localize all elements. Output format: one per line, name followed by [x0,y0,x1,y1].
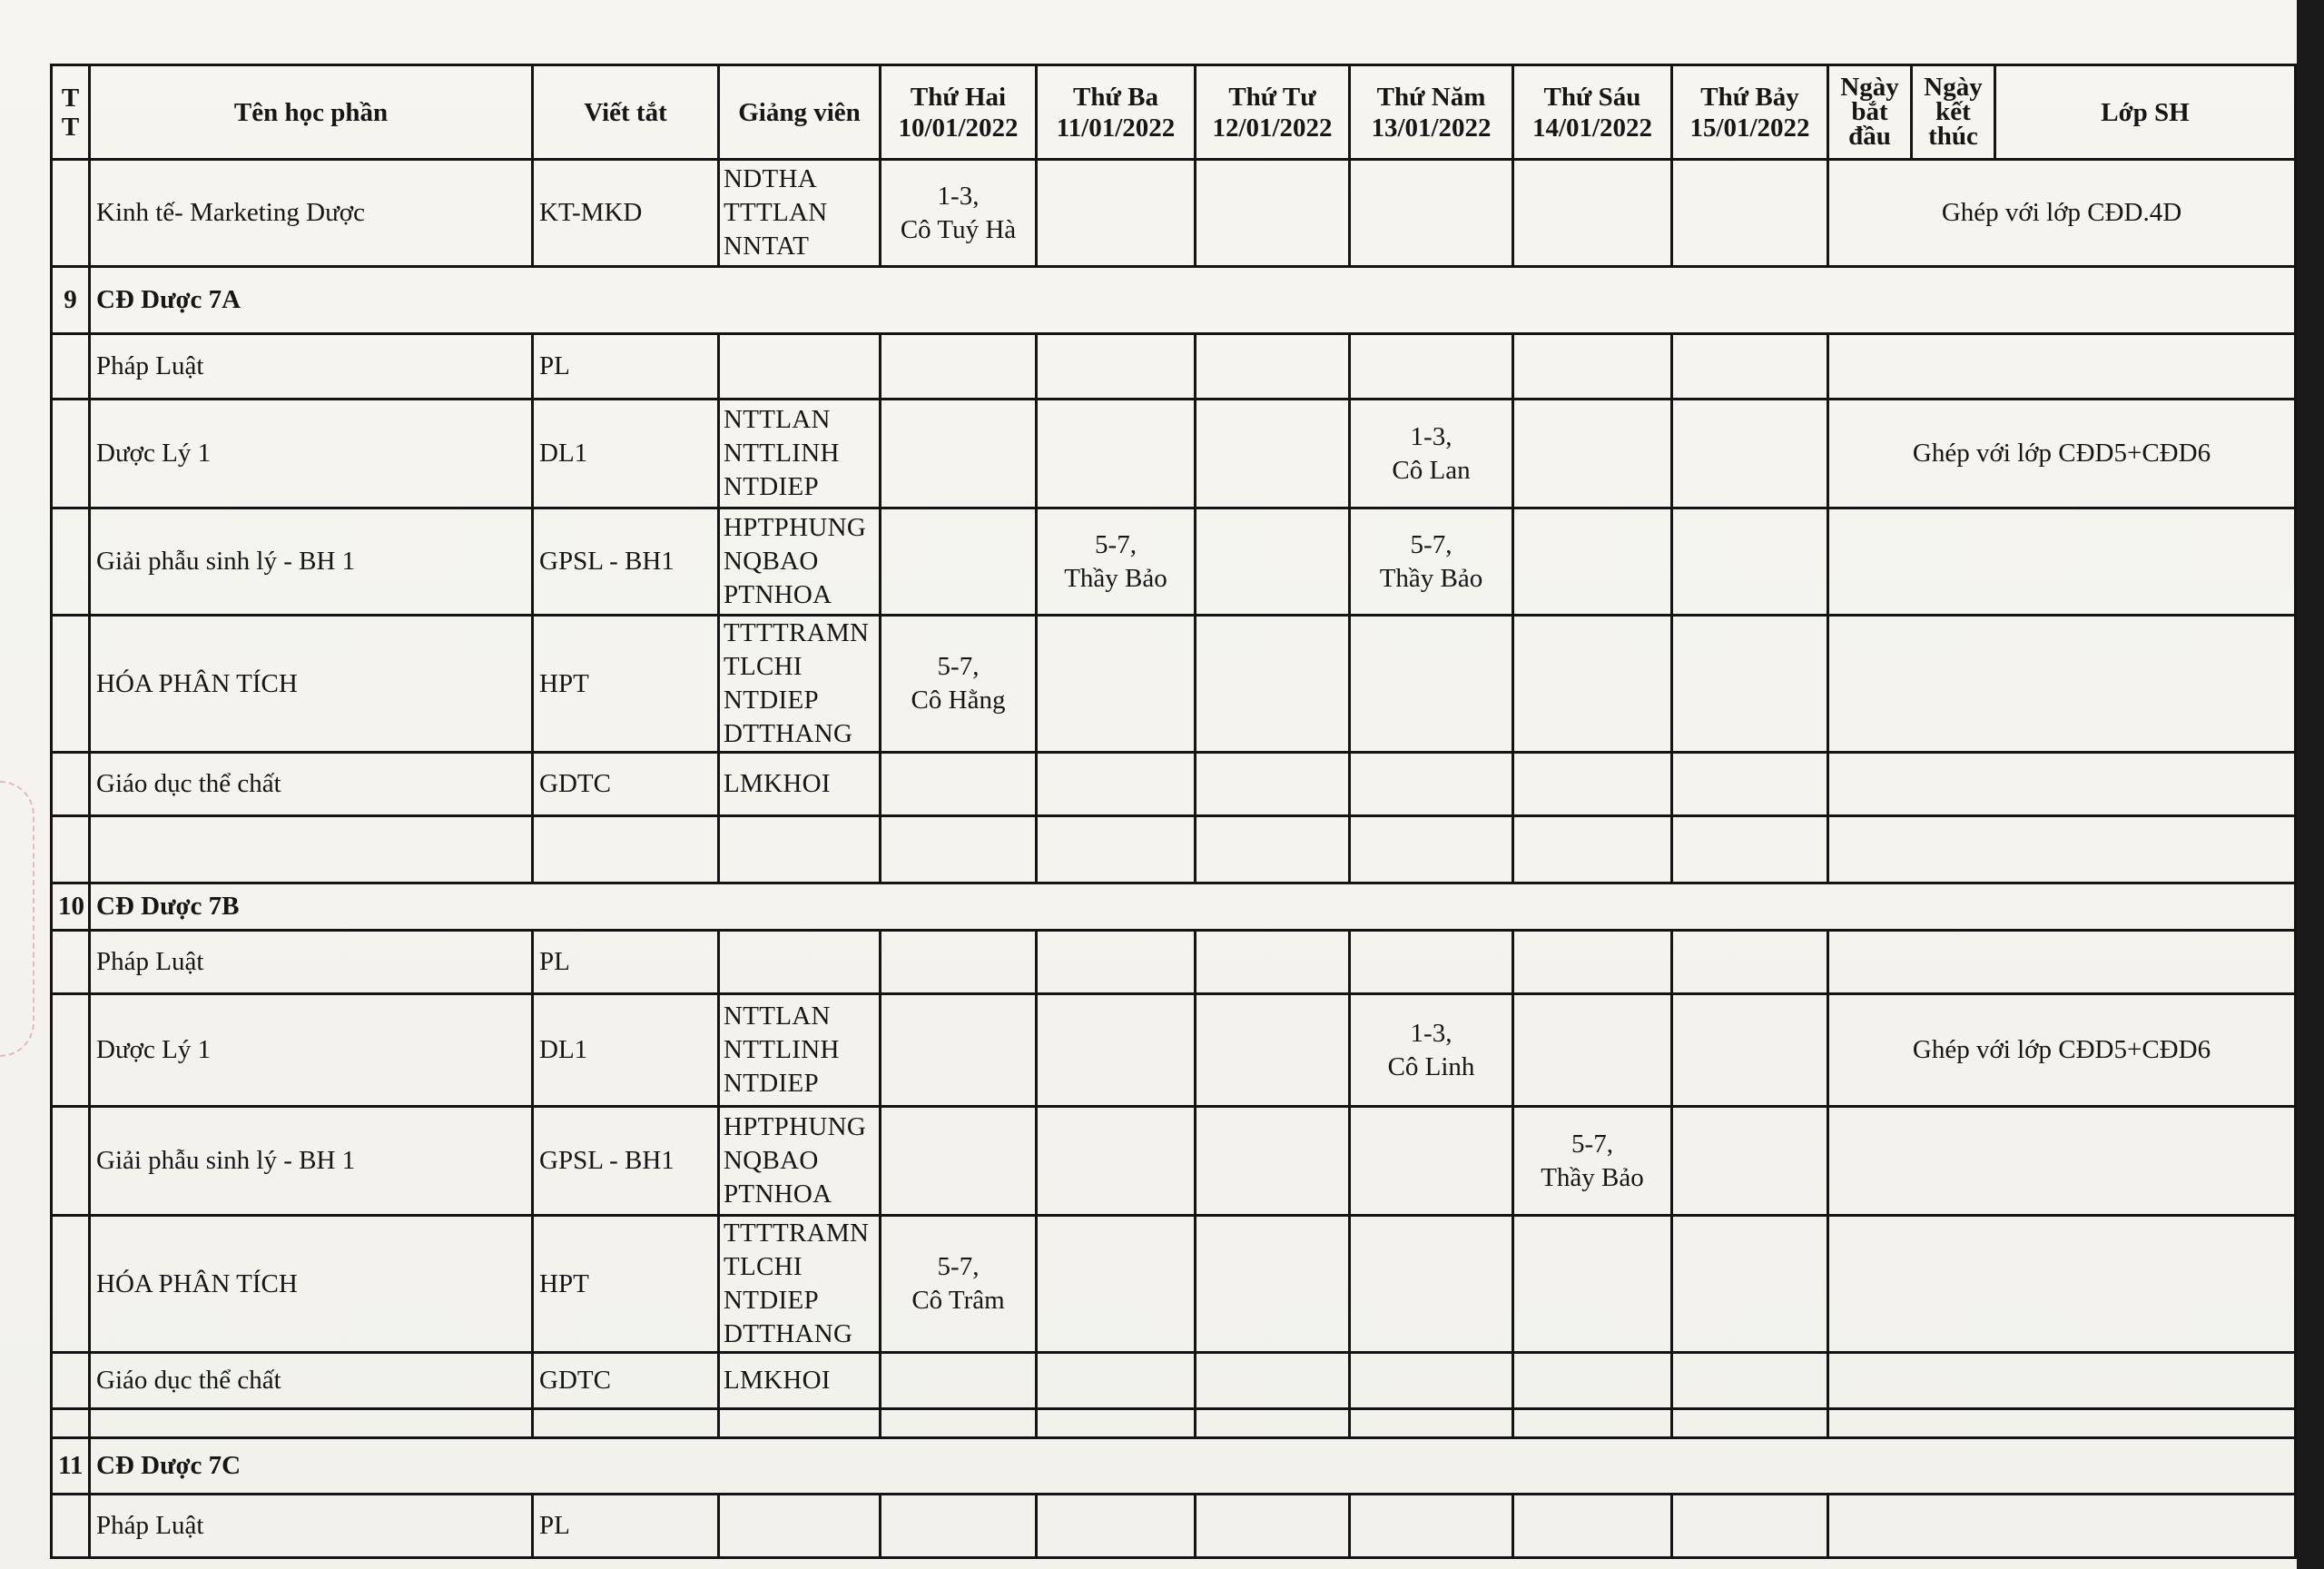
schedule-sat [1672,400,1828,508]
header-end-date: Ngày kết thúc [1912,65,1995,160]
schedule-fri [1513,994,1672,1107]
schedule-thu [1350,1107,1513,1216]
schedule-sat [1672,160,1828,267]
row-number [52,753,90,816]
empty-cell [1350,816,1513,883]
lecturer-list: TTTTRAMN TLCHI NTDIEP DTTHANG [719,1216,881,1353]
empty-cell [1513,1409,1672,1438]
table-row [52,616,2296,753]
schedule-wed [1196,616,1350,753]
schedule-mon: 1-3, Cô Tuý Hà [881,160,1037,267]
class-note [1828,753,2296,816]
schedule-sat [1672,931,1828,994]
row-number [52,334,90,400]
table-row [52,1495,2296,1558]
schedule-mon [881,931,1037,994]
schedule-tue [1037,753,1196,816]
schedule-fri [1513,616,1672,753]
table-row [52,753,2296,816]
course-abbr: PL [533,931,719,994]
schedule-wed [1196,931,1350,994]
empty-cell [1350,1409,1513,1438]
table-row [52,508,2296,616]
schedule-thu [1350,334,1513,400]
schedule-tue [1037,400,1196,508]
schedule-thu [1350,1353,1513,1409]
group-number: 11 [52,1438,90,1495]
row-number [52,1107,90,1216]
schedule-wed [1196,334,1350,400]
schedule-fri: 5-7, Thầy Bảo [1513,1107,1672,1216]
lecturer-list: TTTTRAMN TLCHI NTDIEP DTTHANG [719,616,881,753]
table-row [52,1353,2296,1409]
class-note [1828,508,2296,616]
header-day-tue: Thứ Ba 11/01/2022 [1037,65,1196,160]
course-name: Pháp Luật [90,334,533,400]
schedule-fri [1513,753,1672,816]
course-abbr: DL1 [533,400,719,508]
empty-cell [1037,816,1196,883]
schedule-mon [881,1353,1037,1409]
schedule-sat [1672,753,1828,816]
header-tt: T T [52,65,90,160]
empty-cell [1828,816,2296,883]
course-name: HÓA PHÂN TÍCH [90,616,533,753]
empty-cell [1513,816,1672,883]
class-note [1828,1107,2296,1216]
header-day-mon: Thứ Hai 10/01/2022 [881,65,1037,160]
schedule-wed [1196,1216,1350,1353]
header-day-thu: Thứ Năm 13/01/2022 [1350,65,1513,160]
empty-cell [719,1409,881,1438]
row-number [52,160,90,267]
schedule-mon [881,400,1037,508]
course-abbr: GPSL - BH1 [533,1107,719,1216]
schedule-sat [1672,616,1828,753]
schedule-wed [1196,508,1350,616]
header-day-wed: Thứ Tư 12/01/2022 [1196,65,1350,160]
schedule-fri [1513,1353,1672,1409]
row-number [52,1216,90,1353]
schedule-mon [881,753,1037,816]
row-number [52,1409,90,1438]
schedule-wed [1196,753,1350,816]
schedule-sat [1672,1353,1828,1409]
row-number [52,400,90,508]
schedule-sat [1672,334,1828,400]
table-row [52,994,2296,1107]
class-note: Ghép với lớp CĐD5+CĐD6 [1828,994,2296,1107]
schedule-mon [881,508,1037,616]
schedule-thu [1350,753,1513,816]
group-row [52,267,2296,334]
course-name: Kinh tế- Marketing Dược [90,160,533,267]
schedule-mon: 5-7, Cô Trâm [881,1216,1037,1353]
course-name: Giải phẫu sinh lý - BH 1 [90,508,533,616]
class-note [1828,334,2296,400]
header-day-sat: Thứ Bảy 15/01/2022 [1672,65,1828,160]
empty-cell [1828,1409,2296,1438]
lecturer-list: NTTLAN NTTLINH NTDIEP [719,994,881,1107]
group-row [52,883,2296,931]
header-class: Lớp SH [1995,65,2296,160]
lecturer-list [719,931,881,994]
row-number [52,616,90,753]
schedule-sat [1672,1495,1828,1558]
schedule-fri [1513,160,1672,267]
course-abbr: DL1 [533,994,719,1107]
schedule-thu: 5-7, Thầy Bảo [1350,508,1513,616]
schedule-thu: 1-3, Cô Lan [1350,400,1513,508]
class-note [1828,931,2296,994]
schedule-tue [1037,1216,1196,1353]
course-abbr: GDTC [533,1353,719,1409]
row-number [52,994,90,1107]
schedule-wed [1196,1353,1350,1409]
schedule-sat [1672,1107,1828,1216]
schedule-wed [1196,1495,1350,1558]
header-abbr: Viết tắt [533,65,719,160]
lecturer-list: HPTPHUNG NQBAO PTNHOA [719,508,881,616]
schedule-tue [1037,334,1196,400]
empty-cell [881,1409,1037,1438]
schedule-wed [1196,994,1350,1107]
class-note [1828,1216,2296,1353]
empty-cell [881,816,1037,883]
schedule-sat [1672,994,1828,1107]
schedule-table [50,64,2297,1559]
lecturer-list: NTTLAN NTTLINH NTDIEP [719,400,881,508]
course-name: Giáo dục thể chất [90,1353,533,1409]
schedule-wed [1196,160,1350,267]
empty-cell [719,816,881,883]
header-row [52,65,2296,160]
course-name: Giải phẫu sinh lý - BH 1 [90,1107,533,1216]
table-row [52,160,2296,267]
schedule-tue: 5-7, Thầy Bảo [1037,508,1196,616]
table-row [52,334,2296,400]
class-note [1828,1353,2296,1409]
lecturer-list: HPTPHUNG NQBAO PTNHOA [719,1107,881,1216]
course-abbr: HPT [533,616,719,753]
course-abbr: PL [533,1495,719,1558]
header-day-fri: Thứ Sáu 14/01/2022 [1513,65,1672,160]
schedule-tue [1037,616,1196,753]
course-abbr: PL [533,334,719,400]
table-row [52,931,2296,994]
group-row [52,1438,2296,1495]
group-name: CĐ Dược 7C [90,1438,2296,1495]
group-name: CĐ Dược 7B [90,883,2296,931]
schedule-mon: 5-7, Cô Hằng [881,616,1037,753]
table-row [52,1216,2296,1353]
empty-cell [533,816,719,883]
schedule-sat [1672,1216,1828,1353]
schedule-thu [1350,1216,1513,1353]
schedule-thu [1350,616,1513,753]
schedule-fri [1513,931,1672,994]
course-abbr: HPT [533,1216,719,1353]
schedule-thu [1350,160,1513,267]
empty-cell [1037,1409,1196,1438]
course-name: Giáo dục thể chất [90,753,533,816]
schedule-fri [1513,400,1672,508]
schedule-fri [1513,508,1672,616]
empty-cell [1196,1409,1350,1438]
header-start-date: Ngày bắt đầu [1828,65,1912,160]
lecturer-list: LMKHOI [719,1353,881,1409]
lecturer-list [719,334,881,400]
schedule-mon [881,334,1037,400]
schedule-tue [1037,994,1196,1107]
lecturer-list: NDTHA TTTLAN NNTAT [719,160,881,267]
class-note [1828,616,2296,753]
schedule-tue [1037,931,1196,994]
course-name: HÓA PHÂN TÍCH [90,1216,533,1353]
group-number: 9 [52,267,90,334]
schedule-thu: 1-3, Cô Linh [1350,994,1513,1107]
group-number: 10 [52,883,90,931]
header-course: Tên học phần [90,65,533,160]
course-name: Pháp Luật [90,1495,533,1558]
schedule-wed [1196,400,1350,508]
course-abbr: KT-MKD [533,160,719,267]
stamp-mark [0,781,34,1057]
schedule-wed [1196,1107,1350,1216]
table-row [52,400,2296,508]
class-note: Ghép với lớp CĐD5+CĐD6 [1828,400,2296,508]
empty-row [52,1409,2296,1438]
class-note: Ghép với lớp CĐD.4D [1828,160,2296,267]
empty-cell [533,1409,719,1438]
schedule-mon [881,1107,1037,1216]
page-edge-shadow [2297,0,2324,1569]
row-number [52,816,90,883]
course-name: Dược Lý 1 [90,400,533,508]
empty-cell [90,1409,533,1438]
table-row [52,1107,2296,1216]
empty-cell [1672,1409,1828,1438]
empty-row [52,816,2296,883]
row-number [52,1353,90,1409]
group-name: CĐ Dược 7A [90,267,2296,334]
header-lecturer: Giảng viên [719,65,881,160]
lecturer-list: LMKHOI [719,753,881,816]
course-name: Pháp Luật [90,931,533,994]
empty-cell [1196,816,1350,883]
schedule-tue [1037,1107,1196,1216]
class-note [1828,1495,2296,1558]
schedule-thu [1350,1495,1513,1558]
schedule-thu [1350,931,1513,994]
lecturer-list [719,1495,881,1558]
schedule-sat [1672,508,1828,616]
schedule-tue [1037,1495,1196,1558]
row-number [52,508,90,616]
course-abbr: GDTC [533,753,719,816]
schedule-fri [1513,1495,1672,1558]
course-name: Dược Lý 1 [90,994,533,1107]
schedule-tue [1037,160,1196,267]
course-abbr: GPSL - BH1 [533,508,719,616]
empty-cell [90,816,533,883]
row-number [52,931,90,994]
schedule-mon [881,994,1037,1107]
empty-cell [1672,816,1828,883]
schedule-fri [1513,334,1672,400]
schedule-mon [881,1495,1037,1558]
schedule-tue [1037,1353,1196,1409]
schedule-fri [1513,1216,1672,1353]
row-number [52,1495,90,1558]
